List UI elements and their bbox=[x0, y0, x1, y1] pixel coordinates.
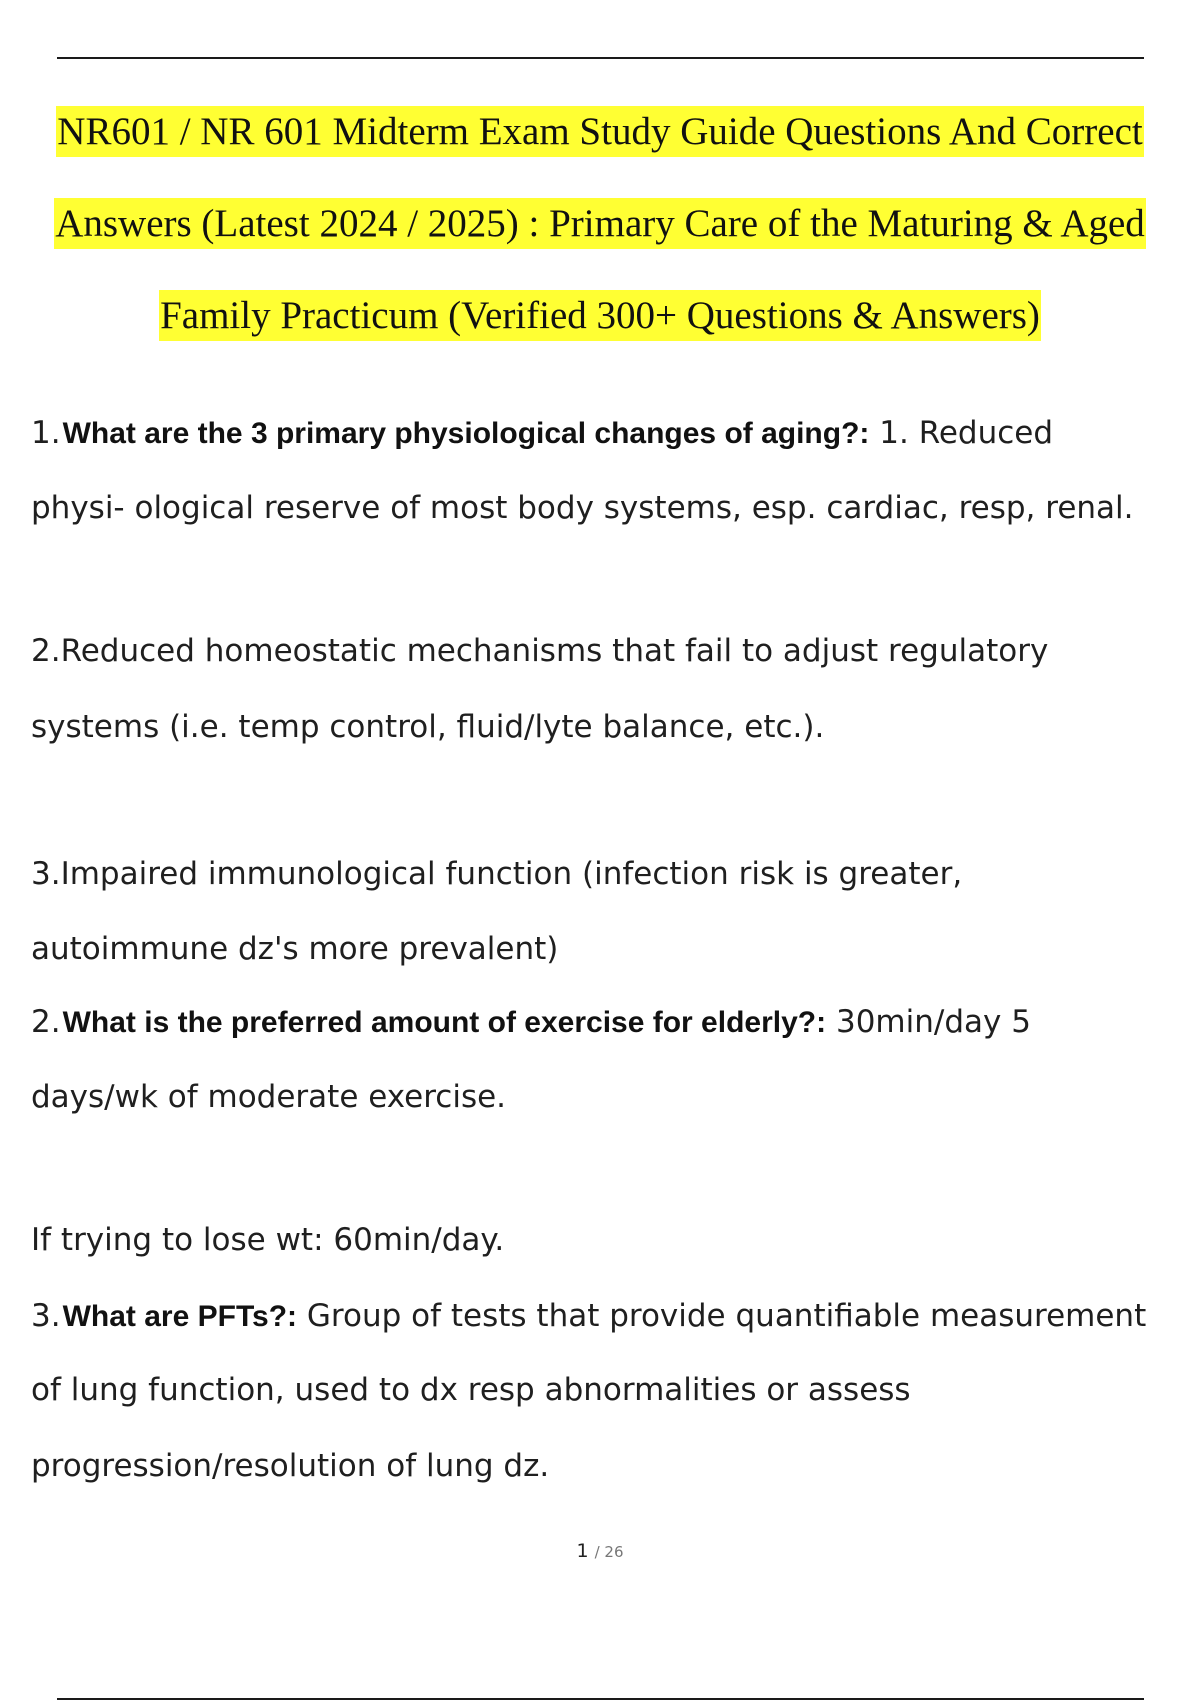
top-rule bbox=[57, 57, 1144, 59]
item-1-answer-first: 1. Reduced bbox=[879, 415, 1054, 451]
item-1-number: 1. bbox=[31, 415, 61, 451]
page-current: 1 bbox=[576, 1540, 589, 1562]
item-2-question-line bbox=[31, 1004, 1031, 1040]
item-3-question-line bbox=[31, 1298, 1146, 1334]
item-2-answer-line-2: If trying to lose wt: 60min/day. bbox=[31, 1222, 505, 1258]
item-1-answer-line-4: 3.Impaired immunological function (infection risk is greater, bbox=[31, 856, 963, 892]
item-1-answer-line-2: 2.Reduced homeostatic mechanisms that fail to adjust regulatory bbox=[31, 633, 1049, 669]
item-2-answer-line-1: days/wk of moderate exercise. bbox=[31, 1079, 507, 1115]
item-1-answer-line-3: systems (i.e. temp control, fluid/lyte balance, etc.). bbox=[31, 709, 825, 745]
item-1-question: What are the 3 primary physiological changes of aging?: bbox=[62, 417, 870, 450]
item-3-question: What are PFTs?: bbox=[62, 1300, 298, 1333]
title-line-2: Answers (Latest 2024 / 2025) : Primary Care of the Maturing & Aged bbox=[54, 198, 1146, 249]
page-number bbox=[0, 1540, 1200, 1562]
item-1-answer-line-1: physi- ological reserve of most body systems, esp. cardiac, resp, renal. bbox=[31, 490, 1134, 526]
item-1-question-line bbox=[31, 415, 1053, 451]
item-3-number: 3. bbox=[31, 1298, 61, 1334]
item-2-answer-first: 30min/day 5 bbox=[835, 1004, 1031, 1040]
document-title bbox=[0, 86, 1200, 362]
title-line-1: NR601 / NR 601 Midterm Exam Study Guide Questions And Correct bbox=[56, 106, 1143, 157]
item-2-number: 2. bbox=[31, 1004, 61, 1040]
item-3-answer-line-1: of lung function, used to dx resp abnormalities or assess bbox=[31, 1372, 911, 1408]
page-total: / 26 bbox=[594, 1543, 624, 1561]
item-3-answer-line-2: progression/resolution of lung dz. bbox=[31, 1448, 550, 1484]
item-2-question: What is the preferred amount of exercise for elderly?: bbox=[62, 1006, 827, 1039]
item-1-answer-line-5: autoimmune dz's more prevalent) bbox=[31, 931, 559, 967]
item-3-answer-first: Group of tests that provide quantifiable measurement bbox=[306, 1298, 1147, 1334]
title-line-3: Family Practicum (Verified 300+ Questions & Answers) bbox=[159, 290, 1041, 341]
